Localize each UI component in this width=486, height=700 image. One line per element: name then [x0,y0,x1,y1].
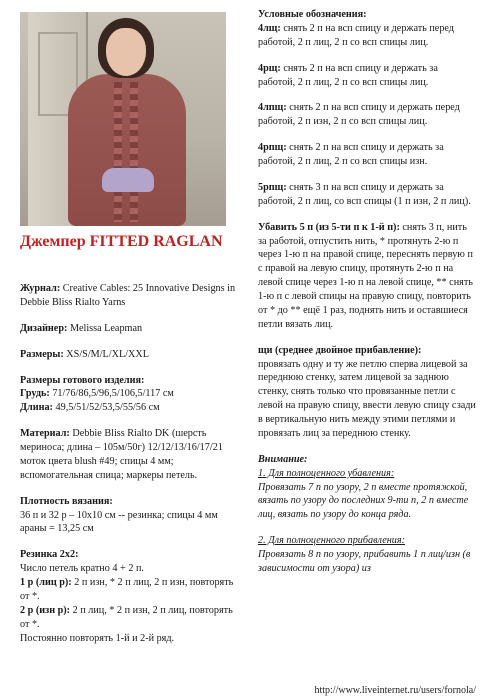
gauge: Плотность вязания: 36 п и 32 р – 10х10 см -- резинка; спицы 4 мм араны = 13,25 см [20,495,218,535]
legend-heading: Условные обозначения: [258,9,367,20]
increase-instruction: щи (среднее двойное прибавление): провязать одну и ту же петлю сперва лицевой за переднюю стенку, затем лицевой за заднюю стенку, снять только что провязанные петли с левой на правую спицу, ввести левую спицу сзади в вертикальную нить между этими петлями и провязать лиц за переднюю стенку. [258,344,476,439]
right-column [258,8,476,576]
source-url: http://www.liveinternet.ru/users/fornola/ [314,685,476,697]
material-line: Материал: Debbie Bliss Rialto DK (шерсть мериноса; длина – 105м/50г) 12/12/13/16/17/21 моток цвета blush #49; спицы 4 мм; вспомогательная спица; маркеры петель. [20,428,223,481]
left-column [20,282,242,657]
rib-pattern: Резинка 2х2: Число петель кратно 4 + 2 п. 1 р (лиц р): 2 п изн, * 2 п лиц, 2 п изн, повторять от *. 2 р (изн р): 2 п лиц, * 2 п изн, 2 п лиц, повторять от *. Постоянно повторять 1-й и 2-й ряд. [20,549,234,644]
sizes-line: Размеры: XS/S/M/L/XL/XXL [20,348,149,360]
legend-4lpsh: 4лпщ: снять 2 п на всп спицу и держать перед работой, 2 п изн, 2 п со всп спицы лиц. [258,102,460,128]
journal-line: Журнал: Creative Cables: 25 Innovative Designs in Debbie Bliss Rialto Yarns [20,283,236,308]
attention-note: Внимание: 1. Для полноценного убавления: Провязать 7 п по узору, 2 п вместе протяжкой, вязать по узору до последних 9-ти п, 2 п вместе лиц, вязать по узору до конца ряда. 2. Для полноценного прибавления: Провязать 8 п по узору, прибавить 1 п лиц/изн (в зависимости от узора) из [258,453,471,574]
legend-4rpsh: 4рпщ: снять 2 п на всп спицу и держать за работой, 2 п лиц, 2 п со всп спицы изн. [258,142,444,167]
pattern-title: Джемпер FITTED RAGLAN [20,233,223,250]
decrease-instruction: Убавить 5 п (из 5-ти п к 1-й п): снять 3 п, нить за работой, отпустить нить, * протянуть 2-ю п через 1-ю п на правой спице, переснять первую п с правой на левую спицу, протянуть 2-ю п на левой спице через 1-ю п на левой спице, ** снять 1-ю п с левой спицы на правую спицу, повторить от * до ** ещё 1 раз, поднять нить и оставшиеся петли вязать лиц. [258,221,473,330]
finished-sizes: Размеры готового изделия: Грудь: 71/76/86,5/96,5/106,5/117 см Длина: 49,5/51/52/53,5/55/56 см [20,374,174,414]
designer-line: Дизайнер: Melissa Leapman [20,322,143,334]
legend-5rpsh: 5рпщ: снять 3 п на всп спицу и держать за работой, 2 п лиц, со всп спицы (1 п изн, 2 п лиц). [258,181,471,207]
sweater-photo [20,12,226,226]
purse [102,168,154,192]
legend-4rsh: 4рщ: снять 2 п на всп спицу и держать за работой, 2 п лиц, 2 п со всп спицы лиц. [258,62,438,88]
legend-4lsh: 4лщ: снять 2 п на всп спицу и держать перед работой, 2 п лиц, 2 п со всп спицы лиц. [258,22,454,48]
